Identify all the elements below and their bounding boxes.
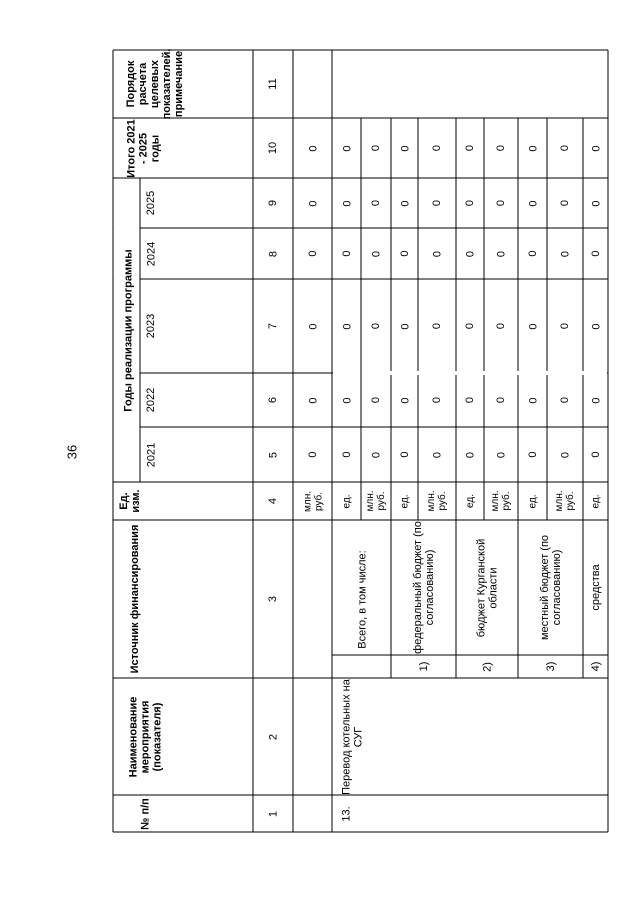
value-cell: 0 <box>398 451 411 458</box>
value-cell: 0 <box>559 451 571 458</box>
source-label: средства <box>589 564 602 611</box>
column-number-5: 5 <box>267 451 279 458</box>
value-cell: 0 <box>306 199 319 207</box>
value-cell: 0 <box>340 322 353 330</box>
value-cell: 0 <box>370 451 382 458</box>
column-number-3: 3 <box>267 595 279 603</box>
value-cell: 0 <box>495 250 507 257</box>
header-year-2022: 2022 <box>145 387 157 413</box>
value-cell: 0 <box>370 322 382 330</box>
value-cell: 0 <box>559 144 571 152</box>
source-number: 1) <box>417 661 430 672</box>
item-name: Перевод котельных на СУГ <box>340 678 364 795</box>
value-cell: 0 <box>495 199 507 207</box>
header-year-2025: 2025 <box>145 190 157 216</box>
value-cell: 0 <box>589 250 602 257</box>
value-cell: 0 <box>306 322 319 330</box>
source-label: местный бюджет (по согласованию) <box>538 534 563 641</box>
value-cell: 0 <box>306 144 319 152</box>
value-cell: 0 <box>495 322 507 330</box>
value-cell: 0 <box>464 250 476 257</box>
column-number-6: 6 <box>267 396 279 404</box>
source-number: 3) <box>544 661 557 672</box>
value-cell: 0 <box>495 144 507 152</box>
unit-cell: ед. <box>341 494 352 508</box>
value-cell: 0 <box>340 250 353 257</box>
value-cell: 0 <box>464 322 476 330</box>
header-year-2024: 2024 <box>145 241 157 266</box>
column-number-9: 9 <box>267 199 279 207</box>
value-cell: 0 <box>398 250 411 257</box>
unit-cell: ед. <box>399 494 410 508</box>
page-number: 36 <box>64 444 80 460</box>
value-cell: 0 <box>398 144 411 152</box>
value-cell: 0 <box>431 451 443 458</box>
column-number-10: 10 <box>267 141 279 155</box>
value-cell: 0 <box>464 144 476 152</box>
value-cell: 0 <box>431 144 443 152</box>
unit-cell: ед. <box>590 494 601 508</box>
value-cell: 0 <box>370 396 382 404</box>
column-number-4: 4 <box>267 497 279 505</box>
value-cell: 0 <box>589 451 602 458</box>
header-unit: Ед. изм. <box>118 489 142 513</box>
item-number: 13. <box>340 805 352 822</box>
header-source: Источник финансирования <box>129 524 141 674</box>
header-year-2021: 2021 <box>145 442 157 467</box>
value-cell: 0 <box>340 199 353 207</box>
source-label: бюджет Курганской области <box>475 538 499 637</box>
source-number: 4) <box>589 661 602 672</box>
value-cell: 0 <box>495 396 507 404</box>
value-cell: 0 <box>559 199 571 207</box>
source-label: федеральный бюджет (по согласованию) <box>411 521 436 654</box>
unit-cell: ед. <box>527 494 538 508</box>
value-cell: 0 <box>589 199 602 207</box>
value-cell: 0 <box>526 451 539 458</box>
header-note: Порядок расчета целевых показателей, примечание <box>125 48 185 120</box>
value-cell: 0 <box>495 451 507 458</box>
value-cell: 0 <box>398 322 411 330</box>
value-cell: 0 <box>526 199 539 207</box>
value-cell: 0 <box>340 144 353 152</box>
value-cell: 0 <box>526 144 539 152</box>
unit-cell: ед. <box>464 494 476 508</box>
value-cell: 0 <box>464 396 476 404</box>
column-number-8: 8 <box>267 250 279 257</box>
header-years-group: Годы реализации программы <box>121 248 134 412</box>
value-cell: 0 <box>370 144 382 152</box>
value-cell: 0 <box>398 199 411 207</box>
value-cell: 0 <box>340 396 353 404</box>
unit-cell: млн. руб. <box>426 490 448 512</box>
header-name: Наименование мероприятия (показателя) <box>127 696 163 777</box>
value-cell: 0 <box>559 322 571 330</box>
value-cell: 0 <box>306 396 319 404</box>
value-cell: 0 <box>340 451 353 458</box>
value-cell: 0 <box>589 322 602 330</box>
value-cell: 0 <box>431 250 443 257</box>
value-cell: 0 <box>398 396 411 404</box>
unit-cell: млн. руб. <box>554 490 576 512</box>
value-cell: 0 <box>559 250 571 257</box>
value-cell: 0 <box>589 144 602 152</box>
header-total: Итого 2021 - 2025 годы <box>124 118 161 178</box>
value-cell: 0 <box>370 199 382 207</box>
column-number-11: 11 <box>267 78 279 90</box>
value-cell: 0 <box>306 250 319 257</box>
column-number-1: 1 <box>267 810 279 817</box>
source-total-label: Всего, в том числе: <box>355 549 368 649</box>
source-number: 2) <box>481 661 493 672</box>
value-cell: 0 <box>431 199 443 207</box>
value-cell: 0 <box>431 396 443 404</box>
value-cell: 0 <box>464 199 476 207</box>
header-year-2023: 2023 <box>145 313 157 339</box>
value-cell: 0 <box>306 451 319 458</box>
value-cell: 0 <box>464 451 476 458</box>
value-cell: 0 <box>526 322 539 330</box>
value-cell: 0 <box>526 250 539 257</box>
unit-cell: млн. руб. <box>490 490 512 512</box>
value-cell: 0 <box>370 250 382 257</box>
value-cell: 0 <box>589 396 602 404</box>
value-cell: 0 <box>559 396 571 404</box>
column-number-2: 2 <box>267 733 279 740</box>
column-number-7: 7 <box>267 322 279 330</box>
unit-cell: млн. руб. <box>365 490 387 512</box>
unit-cell: млн. руб. <box>301 490 324 512</box>
value-cell: 0 <box>431 322 443 330</box>
header-num: № п/п <box>139 797 151 830</box>
value-cell: 0 <box>526 396 539 404</box>
